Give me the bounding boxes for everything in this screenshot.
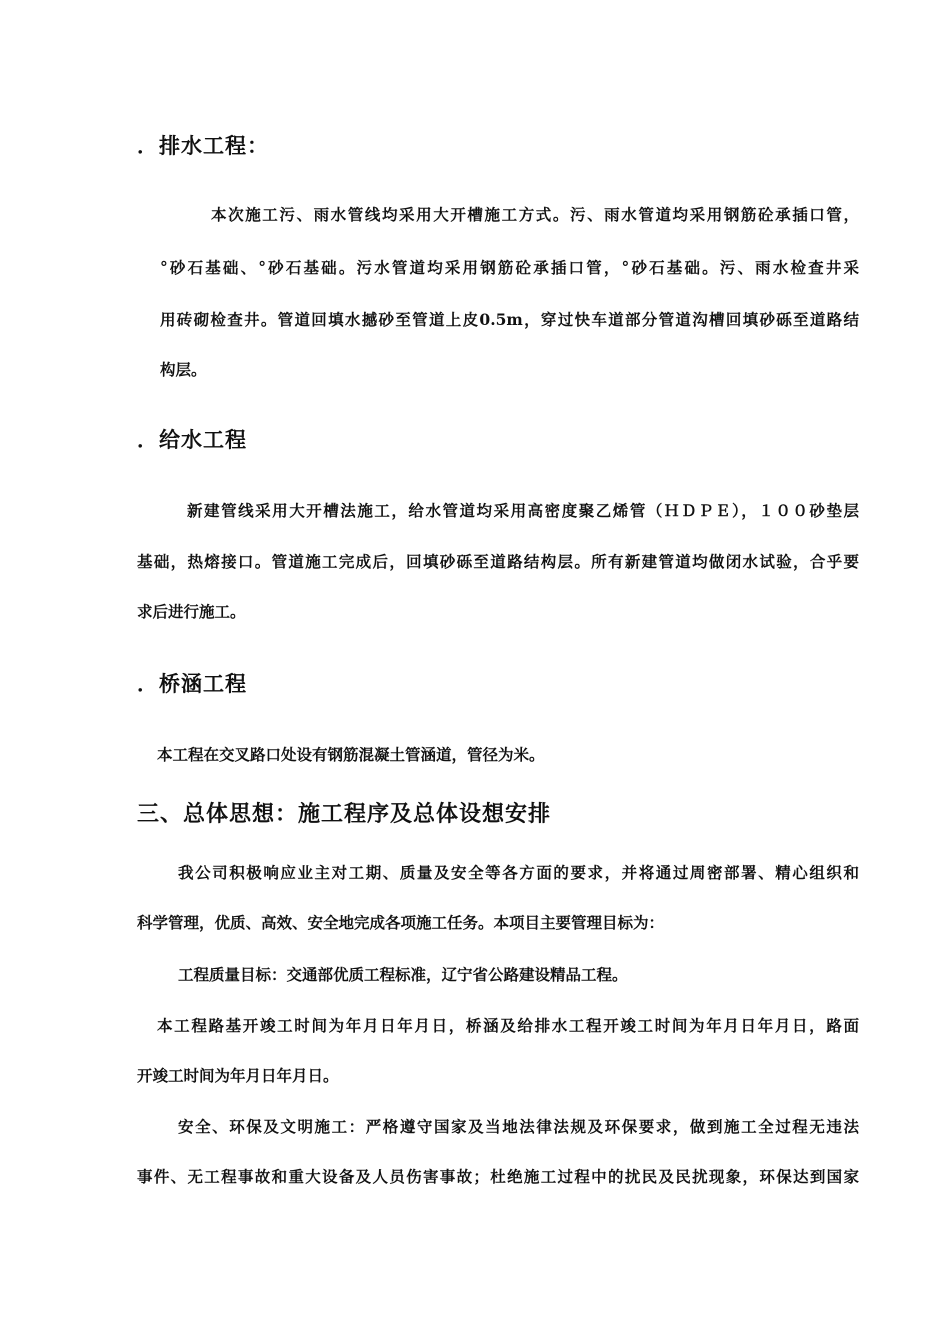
paragraph-line: 我公司积极响应业主对工期、质量及安全等各方面的要求，并将通过周密部署、精心组织和: [178, 863, 859, 882]
section-heading-water-supply: ．给水工程: [137, 427, 247, 452]
paragraph-line: °砂石基础、°砂石基础。污水管道均采用钢筋砼承插口管，°砂石基础。污、雨水检查井采: [160, 258, 859, 277]
paragraph-line: 本次施工污、雨水管线均采用大开槽施工方式。污、雨水管道均采用钢筋砼承插口管，: [211, 205, 859, 224]
paragraph-line: 基础，热熔接口。管道施工完成后，回填砂砾至道路结构层。所有新建管道均做闭水试验，合乎要: [137, 552, 859, 571]
paragraph-line: 开竣工时间为年月日年月日。: [137, 1066, 339, 1085]
section-heading-overall: 三、总体思想：施工程序及总体设想安排: [137, 801, 552, 827]
paragraph-line: 科学管理，优质、高效、安全地完成各项施工任务。本项目主要管理目标为：: [137, 913, 665, 932]
paragraph-line: 用砖砌检查井。管道回填水撼砂至管道上皮0.5m，穿过快车道部分管道沟槽回填砂砾至道路结: [160, 310, 859, 329]
paragraph-line: 求后进行施工。: [137, 602, 246, 621]
paragraph-line: 工程质量目标：交通部优质工程标准，辽宁省公路建设精品工程。: [178, 965, 628, 984]
paragraph-line: 构层。: [160, 360, 207, 379]
section-heading-bridge-culvert: ．桥涵工程: [137, 671, 247, 696]
section-heading-drainage: ．排水工程：: [137, 133, 269, 158]
paragraph-line: 事件、无工程事故和重大设备及人员伤害事故；杜绝施工过程中的扰民及民扰现象，环保达到国家: [137, 1167, 859, 1186]
paragraph-line: 本工程路基开竣工时间为年月日年月日，桥涵及给排水工程开竣工时间为年月日年月日，路面: [157, 1016, 859, 1035]
paragraph-line: 新建管线采用大开槽法施工，给水管道均采用高密度聚乙烯管（ＨＤＰＥ），１００砂垫层: [187, 501, 859, 520]
paragraph-line: 安全、环保及文明施工：严格遵守国家及当地法律法规及环保要求，做到施工全过程无违法: [178, 1117, 859, 1136]
paragraph-line: 本工程在交叉路口处设有钢筋混凝土管涵道，管径为米。: [157, 745, 545, 764]
